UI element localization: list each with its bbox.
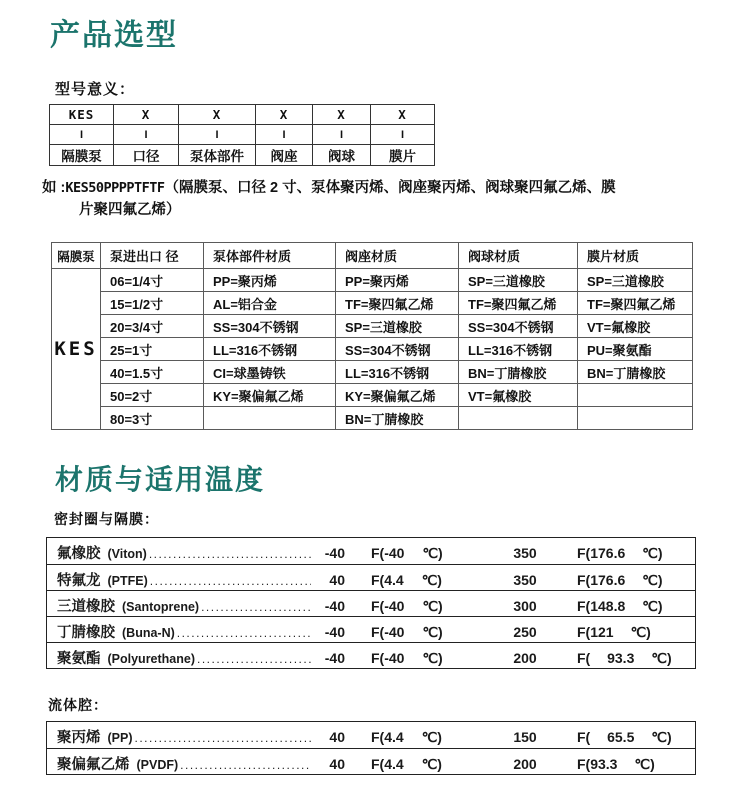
- model-code-cell: X: [313, 105, 371, 125]
- max-temp-c: F( 93.3 ℃): [577, 650, 672, 666]
- dots-leader: [201, 600, 311, 614]
- port-size-cell: 25=1寸: [101, 338, 204, 361]
- dots-leader: [149, 547, 311, 561]
- port-size-cell: 15=1/2寸: [101, 292, 204, 315]
- temp-row: [47, 538, 695, 564]
- segment-name-cell: 口径: [114, 145, 179, 166]
- max-temp-c: F(121 ℃): [577, 624, 651, 640]
- diaphragm-material-cell: PU=聚氨酯: [578, 338, 693, 361]
- material-name-en: (Buna-N): [122, 626, 175, 640]
- column-header-ball-material: 阀球材质: [459, 243, 578, 269]
- selection-table: [51, 242, 693, 430]
- port-size-cell: 80=3寸: [101, 407, 204, 430]
- column-header-port-size: 泵进出口 径: [101, 243, 204, 269]
- table-row: [52, 269, 693, 292]
- dots-leader: [177, 626, 311, 640]
- min-temp-f: -40: [324, 624, 345, 640]
- connector-cell: I: [114, 125, 179, 145]
- max-temp-c: F(176.6 ℃): [577, 572, 663, 588]
- seat-material-cell: LL=316不锈钢: [336, 361, 459, 384]
- material-name: 特氟龙: [57, 573, 101, 589]
- connector-cell: I: [50, 125, 114, 145]
- diaphragm-material-cell: TF=聚四氟乙烯: [578, 292, 693, 315]
- port-size-cell: 20=3/4寸: [101, 315, 204, 338]
- body-material-cell: AL=铝合金: [204, 292, 336, 315]
- body-material-cell: [204, 407, 336, 430]
- example-prefix: 如 :: [42, 180, 66, 196]
- segment-name-cell: 泵体部件: [179, 145, 256, 166]
- min-temp-f: -40: [324, 650, 345, 666]
- min-temp-f: 40: [329, 756, 345, 772]
- temp-row: [47, 642, 695, 668]
- max-temp-c: F(176.6 ℃): [577, 545, 663, 561]
- min-temp-c: F(4.4 ℃): [371, 729, 442, 745]
- material-name-en: (PTFE): [107, 574, 148, 588]
- ball-material-cell: TF=聚四氟乙烯: [459, 292, 578, 315]
- segment-name-cell: 膜片: [371, 145, 435, 166]
- example-line1: （隔膜泵、口径 2 寸、泵体聚丙烯、阀座聚丙烯、阀球聚四氟乙烯、膜: [164, 180, 616, 196]
- segment-name-cell: 隔膜泵: [50, 145, 114, 166]
- seat-material-cell: SS=304不锈钢: [336, 338, 459, 361]
- ball-material-cell: VT=氟橡胶: [459, 384, 578, 407]
- seat-material-cell: TF=聚四氟乙烯: [336, 292, 459, 315]
- column-header-body-material: 泵体部件材质: [204, 243, 336, 269]
- temp-row: [47, 722, 695, 748]
- min-temp-c: F(-40 ℃): [371, 650, 443, 666]
- fluid-temperature-table: [46, 721, 696, 775]
- diaphragm-material-cell: [578, 384, 693, 407]
- model-meaning-label: 型号意义：: [55, 81, 136, 98]
- temp-row: [47, 748, 695, 774]
- material-name-en: (Santoprene): [122, 600, 200, 614]
- model-code-cell: X: [114, 105, 179, 125]
- connector-cell: I: [256, 125, 313, 145]
- min-temp-f: 40: [329, 729, 345, 745]
- seat-material-cell: BN=丁腈橡胶: [336, 407, 459, 430]
- table-row: [52, 338, 693, 361]
- port-size-cell: 50=2寸: [101, 384, 204, 407]
- model-code-row: [50, 105, 435, 125]
- body-material-cell: KY=聚偏氟乙烯: [204, 384, 336, 407]
- seat-material-cell: SP=三道橡胶: [336, 315, 459, 338]
- temp-row: [47, 590, 695, 616]
- connector-cell: I: [313, 125, 371, 145]
- model-code-cell: KES: [50, 105, 114, 125]
- ball-material-cell: SP=三道橡胶: [459, 269, 578, 292]
- material-name-en: (PVDF): [136, 758, 179, 772]
- max-temp-f: 350: [513, 545, 537, 561]
- max-temp-f: 200: [513, 650, 537, 666]
- max-temp-c: F(148.8 ℃): [577, 598, 663, 614]
- material-name: 聚偏氟乙烯: [57, 757, 130, 773]
- segment-name-cell: 阀球: [313, 145, 371, 166]
- max-temp-f: 200: [513, 756, 537, 772]
- model-connector-row: [50, 125, 435, 145]
- example-text: [42, 177, 714, 221]
- model-code-cell: X: [371, 105, 435, 125]
- body-material-cell: PP=聚丙烯: [204, 269, 336, 292]
- model-name-row: [50, 145, 435, 166]
- seat-material-cell: PP=聚丙烯: [336, 269, 459, 292]
- dots-leader: [135, 731, 312, 745]
- material-name-en: (Polyurethane): [107, 652, 196, 666]
- min-temp-c: F(4.4 ℃): [371, 572, 442, 588]
- material-name: 聚丙烯: [57, 730, 101, 746]
- seat-material-cell: KY=聚偏氟乙烯: [336, 384, 459, 407]
- port-size-cell: 40=1.5寸: [101, 361, 204, 384]
- temp-row: [47, 616, 695, 642]
- diaphragm-material-cell: VT=氟橡胶: [578, 315, 693, 338]
- ball-material-cell: SS=304不锈钢: [459, 315, 578, 338]
- min-temp-f: -40: [324, 545, 345, 561]
- max-temp-c: F(93.3 ℃): [577, 756, 655, 772]
- column-header-diaphragm-material: 膜片材质: [578, 243, 693, 269]
- dots-leader: [150, 574, 311, 588]
- material-name-en: (PP): [107, 731, 133, 745]
- table-row: [52, 315, 693, 338]
- column-header-pump: 隔膜泵: [52, 243, 101, 269]
- max-temp-f: 150: [513, 729, 537, 745]
- table-row: [52, 361, 693, 384]
- max-temp-f: 250: [513, 624, 537, 640]
- material-name: 聚氨酯: [57, 651, 101, 667]
- max-temp-f: 350: [513, 572, 537, 588]
- model-code-table: [49, 104, 435, 166]
- connector-cell: I: [371, 125, 435, 145]
- material-name: 三道橡胶: [57, 599, 115, 615]
- min-temp-c: F(-40 ℃): [371, 545, 443, 561]
- segment-name-cell: 阀座: [256, 145, 313, 166]
- body-material-cell: SS=304不锈钢: [204, 315, 336, 338]
- min-temp-c: F(4.4 ℃): [371, 756, 442, 772]
- column-header-seat-material: 阀座材质: [336, 243, 459, 269]
- table-row: [52, 292, 693, 315]
- dots-leader: [180, 758, 311, 772]
- ball-material-cell: [459, 407, 578, 430]
- min-temp-f: 40: [329, 572, 345, 588]
- fluid-chamber-label: 流体腔：: [48, 697, 108, 713]
- model-code-cell: X: [256, 105, 313, 125]
- min-temp-c: F(-40 ℃): [371, 624, 443, 640]
- seal-temperature-table: [46, 537, 696, 669]
- dots-leader: [197, 652, 311, 666]
- example-model-code: KES50PPPPTFTF: [65, 180, 165, 196]
- selection-header-row: [52, 243, 693, 269]
- diaphragm-material-cell: [578, 407, 693, 430]
- seal-diaphragm-label: 密封圈与隔膜：: [54, 511, 159, 527]
- diaphragm-material-cell: BN=丁腈橡胶: [578, 361, 693, 384]
- min-temp-f: -40: [324, 598, 345, 614]
- port-size-cell: 06=1/4寸: [101, 269, 204, 292]
- max-temp-c: F( 65.5 ℃): [577, 729, 672, 745]
- table-row: [52, 384, 693, 407]
- min-temp-c: F(-40 ℃): [371, 598, 443, 614]
- diaphragm-material-cell: SP=三道橡胶: [578, 269, 693, 292]
- temp-row: [47, 564, 695, 590]
- material-name-en: (Viton): [107, 547, 147, 561]
- ball-material-cell: BN=丁腈橡胶: [459, 361, 578, 384]
- table-row: [52, 407, 693, 430]
- material-name: 丁腈橡胶: [57, 625, 115, 641]
- body-material-cell: LL=316不锈钢: [204, 338, 336, 361]
- ball-material-cell: LL=316不锈钢: [459, 338, 578, 361]
- connector-cell: I: [179, 125, 256, 145]
- series-cell: KES: [52, 269, 101, 430]
- model-code-cell: X: [179, 105, 256, 125]
- body-material-cell: CI=球墨铸铁: [204, 361, 336, 384]
- page-title: 产品选型: [50, 19, 178, 52]
- max-temp-f: 300: [513, 598, 537, 614]
- section-title-materials: 材质与适用温度: [55, 464, 266, 495]
- material-name: 氟橡胶: [57, 546, 101, 562]
- example-line2: 片聚四氟乙烯）: [79, 202, 181, 218]
